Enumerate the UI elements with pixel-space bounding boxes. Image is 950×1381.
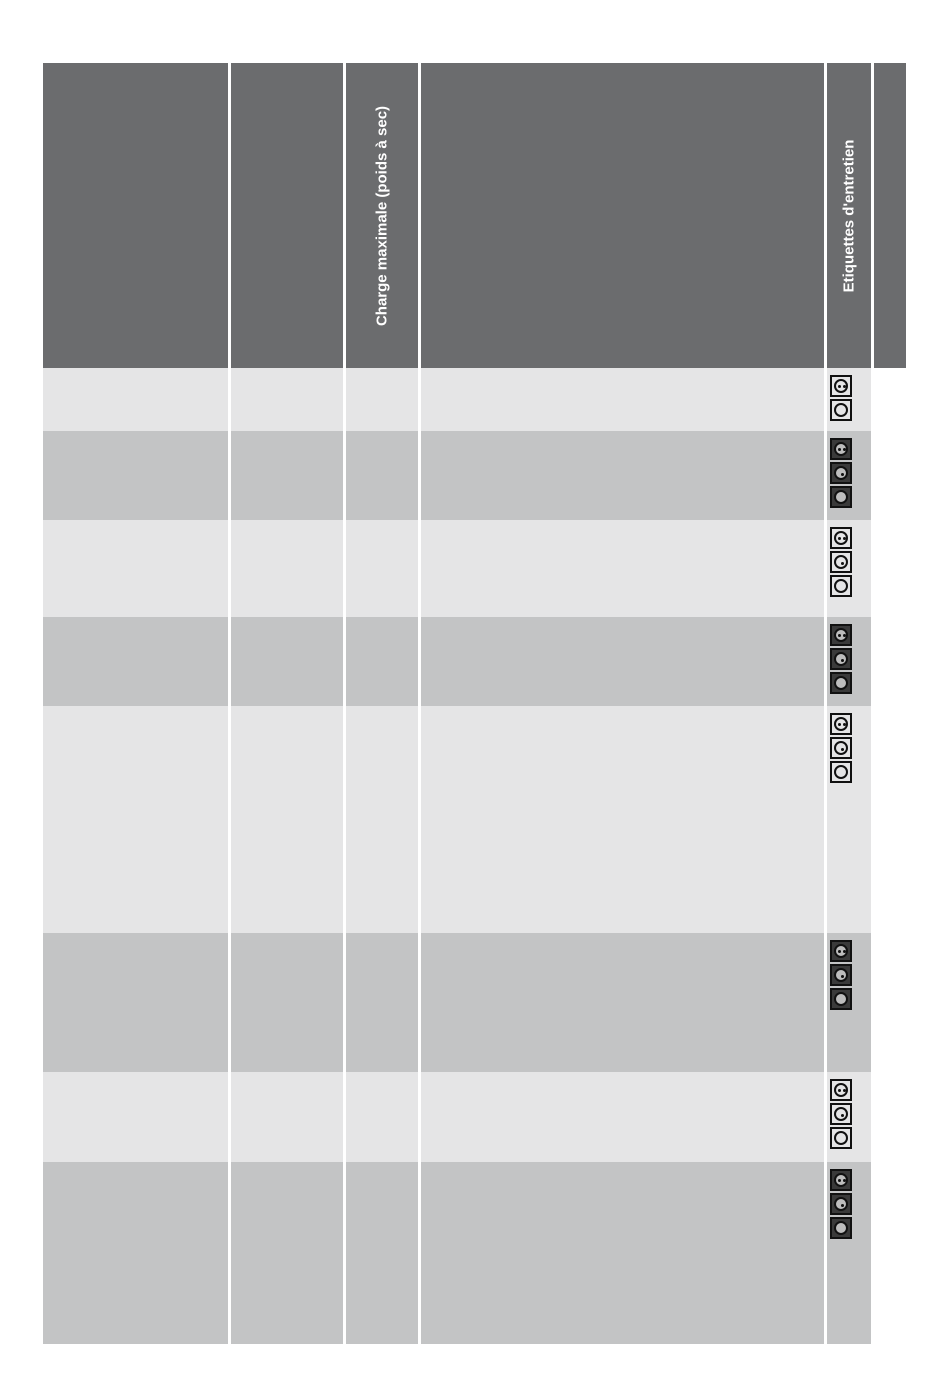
table-cell-col3 [344, 933, 419, 1072]
tumble-dry-low-heat-icon [830, 737, 852, 759]
column-divider [418, 63, 421, 1344]
care-label-icons [830, 624, 856, 694]
tumble-dry-low-heat-icon [830, 551, 852, 573]
column-divider [824, 63, 827, 1344]
table-cell-col3 [344, 520, 419, 617]
header-label-max-load: Charge maximale (poids à sec) [373, 105, 390, 326]
tumble-dry-normal-heat-icon [830, 375, 852, 397]
table-cell-col3 [344, 431, 419, 520]
tumble-dry-low-heat-icon [830, 462, 852, 484]
table-cell-col4 [419, 368, 825, 431]
do-not-tumble-dry-icon [830, 988, 852, 1010]
table-cell-col4 [419, 617, 825, 706]
header-cell-max-load [344, 63, 419, 368]
do-not-tumble-dry-icon [830, 486, 852, 508]
care-label-icons [830, 375, 856, 421]
care-label-icons [830, 1169, 856, 1239]
table-cell-col2 [229, 368, 344, 431]
care-label-icons [830, 940, 856, 1010]
table-cell-col3 [344, 1072, 419, 1162]
column-divider [871, 63, 874, 368]
tumble-dry-low-heat-icon [830, 1103, 852, 1125]
column-divider [343, 63, 346, 1344]
tumble-dry-low-heat-icon [830, 648, 852, 670]
table-cell-col2 [229, 706, 344, 933]
care-label-icons [830, 1079, 856, 1149]
table-cell-col1 [43, 520, 229, 617]
table-cell-col3 [344, 1162, 419, 1344]
header-cell-4 [419, 63, 825, 368]
table-cell-col4 [419, 706, 825, 933]
tumble-dry-low-heat-icon [830, 1193, 852, 1215]
tumble-dry-normal-heat-icon [830, 624, 852, 646]
do-not-tumble-dry-icon [830, 1217, 852, 1239]
table-cell-col1 [43, 431, 229, 520]
tumble-dry-normal-heat-icon [830, 527, 852, 549]
table-cell-col2 [229, 617, 344, 706]
header-cell-6 [873, 63, 906, 368]
table-cell-col2 [229, 933, 344, 1072]
tumble-dry-normal-heat-icon [830, 1079, 852, 1101]
header-label-care-labels: Etiquettes d'entretien [840, 139, 858, 292]
table-cell-col1 [43, 368, 229, 431]
tumble-dry-normal-heat-icon [830, 438, 852, 460]
table-cell-col1 [43, 617, 229, 706]
table-cell-col4 [419, 933, 825, 1072]
table-cell-col2 [229, 520, 344, 617]
care-label-icons [830, 713, 856, 783]
tumble-dry-normal-heat-icon [830, 1169, 852, 1191]
table-cell-col1 [43, 706, 229, 933]
table-cell-col1 [43, 1162, 229, 1344]
do-not-tumble-dry-icon [830, 1127, 852, 1149]
tumble-dry-normal-heat-icon [830, 713, 852, 735]
do-not-tumble-dry-icon [830, 672, 852, 694]
table-cell-col4 [419, 431, 825, 520]
table-cell-col4 [419, 1072, 825, 1162]
table-cell-col3 [344, 617, 419, 706]
do-not-tumble-dry-icon [830, 399, 852, 421]
header-cell-2 [229, 63, 344, 368]
table-cell-col2 [229, 1162, 344, 1344]
table-cell-col1 [43, 1072, 229, 1162]
table-cell-col3 [344, 706, 419, 933]
do-not-tumble-dry-icon [830, 575, 852, 597]
care-label-icons [830, 527, 856, 597]
do-not-tumble-dry-icon [830, 761, 852, 783]
table-cell-col2 [229, 431, 344, 520]
tumble-dry-normal-heat-icon [830, 940, 852, 962]
tumble-dry-low-heat-icon [830, 964, 852, 986]
table-cell-col1 [43, 933, 229, 1072]
table-cell-col4 [419, 520, 825, 617]
table-cell-col2 [229, 1072, 344, 1162]
care-label-icons [830, 438, 856, 508]
table-cell-col3 [344, 368, 419, 431]
header-cell-1 [43, 63, 229, 368]
header-cell-care-labels [825, 63, 873, 368]
column-divider [228, 63, 231, 1344]
table-cell-col4 [419, 1162, 825, 1344]
